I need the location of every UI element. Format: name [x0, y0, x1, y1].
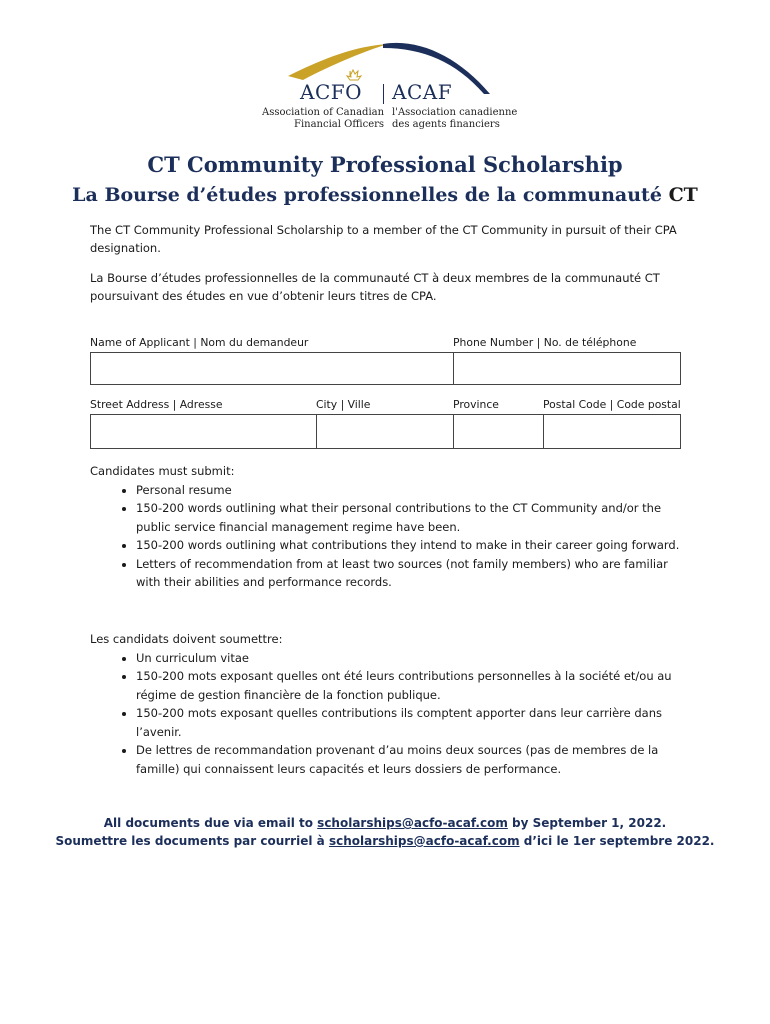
list-item: • Un curriculum vitae — [136, 649, 690, 668]
street-field[interactable] — [90, 414, 317, 449]
page-title-en: CT Community Professional Scholarship — [147, 152, 623, 177]
province-label: Province — [453, 398, 499, 411]
due-note-en — [0, 814, 770, 832]
due-fr-after: d’ici le 1er septembre 2022. — [523, 834, 715, 848]
name-field[interactable] — [90, 352, 454, 385]
requirements-fr-heading: Les candidats doivent soumettre: — [90, 632, 283, 646]
logo-word-acaf: ACAF — [392, 80, 453, 104]
requirements-en-list — [90, 481, 690, 592]
requirements-fr — [90, 630, 690, 778]
list-item: • 150-200 words outlining what their personal contributions to the CT Community and/or the public service financial management regime have been. — [136, 499, 690, 536]
requirements-en-heading: Candidates must submit: — [90, 464, 235, 478]
due-note-fr — [0, 832, 770, 850]
postal-field[interactable] — [543, 414, 681, 449]
list-item: • 150-200 mots exposant quelles contributions ils comptent apporter dans leur carrière dans l’avenir. — [136, 704, 690, 741]
list-item: • 150-200 mots exposant quelles ont été leurs contributions personnelles à la société et/ou au régime de gestion financière de la fonction publique. — [136, 667, 690, 704]
phone-label: Phone Number | No. de téléphone — [453, 336, 637, 349]
logo-caption-en-2: Financial Officers — [294, 119, 385, 130]
due-en-before: All documents due via email to — [103, 816, 313, 830]
list-item: • Personal resume — [136, 481, 690, 500]
acfo-acaf-logo — [258, 36, 518, 136]
email-link-fr[interactable]: scholarships@acfo-acaf.com — [328, 834, 520, 848]
page-title-fr-ct: CT — [668, 184, 698, 206]
city-label: City | Ville — [316, 398, 371, 411]
name-label: Name of Applicant | Nom du demandeur — [90, 336, 309, 349]
requirements-fr-list — [90, 649, 690, 779]
logo-caption-en-1: Association of Canadian — [262, 107, 385, 118]
postal-label: Postal Code | Code postal — [543, 398, 681, 411]
intro-fr: La Bourse d’études professionnelles de la communauté CT à deux membres de la communauté CT poursuivant des études en vue d’obtenir leurs titres de CPA. — [90, 271, 660, 303]
logo-word-acfo: ACFO — [300, 80, 363, 104]
page-title-fr-text: La Bourse d’études professionnelles de la communauté — [72, 184, 662, 206]
street-label: Street Address | Adresse — [90, 398, 223, 411]
logo-caption-fr-2: des agents financiers — [392, 119, 500, 130]
logo-caption-fr-1: l'Association canadienne — [392, 107, 518, 118]
intro-en: The CT Community Professional Scholarship to a member of the CT Community in pursuit of their CPA designation. — [90, 223, 677, 255]
city-field[interactable] — [316, 414, 454, 449]
page-title-fr — [0, 184, 770, 206]
due-en-after: by September 1, 2022. — [512, 816, 667, 830]
province-field[interactable] — [453, 414, 544, 449]
list-item: • 150-200 words outlining what contributions they intend to make in their career going forward. — [136, 536, 690, 555]
logo-separator — [383, 84, 384, 104]
phone-field[interactable] — [453, 352, 681, 385]
due-fr-before: Soumettre les documents par courriel à — [55, 834, 325, 848]
requirements-en — [90, 462, 690, 592]
email-link-en[interactable]: scholarships@acfo-acaf.com — [317, 816, 508, 830]
list-item: • De lettres de recommandation provenant d’au moins deux sources (pas de membres de la famille) qui connaissent leurs capacités et leurs dossiers de performance. — [136, 741, 690, 778]
list-item: • Letters of recommendation from at least two sources (not family members) who are familiar with their abilities and performance records. — [136, 555, 690, 592]
